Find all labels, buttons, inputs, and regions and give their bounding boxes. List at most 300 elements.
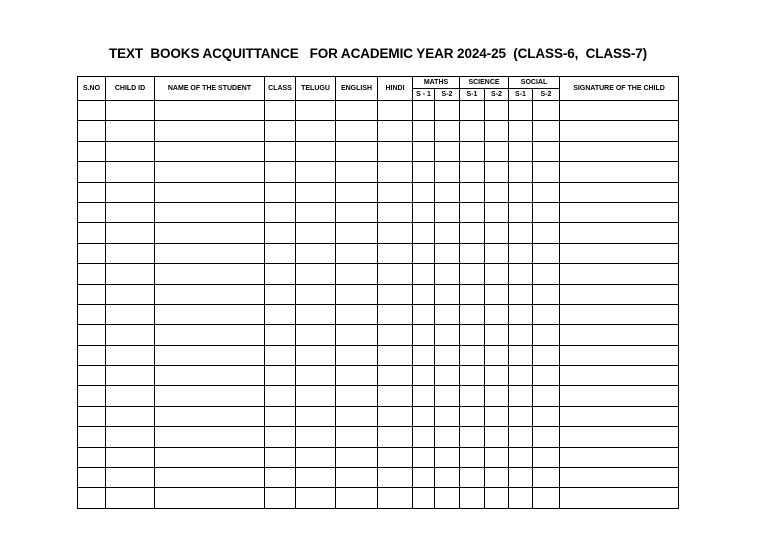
table-cell (413, 121, 435, 141)
table-cell (413, 182, 435, 202)
table-cell (378, 121, 413, 141)
table-cell (485, 284, 509, 304)
table-cell (509, 101, 533, 121)
table-cell (378, 202, 413, 222)
table-cell (106, 304, 155, 324)
table-cell (155, 447, 265, 467)
table-cell (155, 386, 265, 406)
table-cell (460, 202, 485, 222)
table-row (78, 243, 679, 263)
table-cell (106, 284, 155, 304)
table-cell (460, 406, 485, 426)
table-cell (265, 182, 296, 202)
table-cell (485, 264, 509, 284)
table-cell (336, 264, 378, 284)
table-cell (378, 447, 413, 467)
table-cell (336, 243, 378, 263)
table-row (78, 121, 679, 141)
table-cell (296, 304, 336, 324)
table-cell (106, 406, 155, 426)
table-cell (78, 121, 106, 141)
table-cell (509, 182, 533, 202)
table-cell (336, 182, 378, 202)
table-cell (460, 284, 485, 304)
table-cell (106, 182, 155, 202)
header-student-name: NAME OF THE STUDENT (155, 77, 265, 101)
table-cell (485, 121, 509, 141)
table-cell (378, 264, 413, 284)
table-row (78, 284, 679, 304)
table-cell (378, 468, 413, 488)
table-cell (560, 427, 679, 447)
table-cell (509, 284, 533, 304)
table-cell (435, 447, 460, 467)
table-cell (460, 264, 485, 284)
table-cell (265, 488, 296, 508)
table-row (78, 427, 679, 447)
table-cell (460, 447, 485, 467)
table-cell (296, 345, 336, 365)
table-cell (533, 121, 560, 141)
table-cell (485, 202, 509, 222)
table-cell (460, 223, 485, 243)
table-cell (533, 101, 560, 121)
table-cell (265, 366, 296, 386)
table-cell (509, 264, 533, 284)
table-cell (560, 468, 679, 488)
table-cell (485, 223, 509, 243)
table-cell (560, 162, 679, 182)
table-cell (155, 141, 265, 161)
table-cell (78, 447, 106, 467)
table-cell (460, 182, 485, 202)
table-cell (296, 488, 336, 508)
table-cell (296, 141, 336, 161)
table-cell (378, 325, 413, 345)
table-cell (435, 345, 460, 365)
table-cell (336, 386, 378, 406)
table-cell (296, 366, 336, 386)
table-cell (78, 223, 106, 243)
header-signature: SIGNATURE OF THE CHILD (560, 77, 679, 101)
table-cell (533, 223, 560, 243)
table-cell (378, 304, 413, 324)
table-cell (265, 243, 296, 263)
table-row (78, 345, 679, 365)
table-cell (509, 325, 533, 345)
table-cell (413, 101, 435, 121)
table-cell (560, 345, 679, 365)
table-row (78, 488, 679, 508)
table-cell (435, 202, 460, 222)
table-cell (533, 304, 560, 324)
table-cell (155, 243, 265, 263)
table-cell (155, 406, 265, 426)
table-cell (485, 325, 509, 345)
table-cell (533, 202, 560, 222)
table-cell (485, 406, 509, 426)
table-row (78, 366, 679, 386)
table-cell (265, 447, 296, 467)
table-cell (378, 345, 413, 365)
table-cell (413, 325, 435, 345)
table-cell (533, 427, 560, 447)
table-cell (413, 345, 435, 365)
table-cell (296, 427, 336, 447)
table-cell (378, 162, 413, 182)
table-cell (336, 121, 378, 141)
table-cell (296, 243, 336, 263)
subheader-science-s1: S-1 (460, 89, 485, 101)
table-cell (336, 345, 378, 365)
table-cell (413, 202, 435, 222)
table-cell (560, 325, 679, 345)
table-row (78, 182, 679, 202)
table-row (78, 223, 679, 243)
subheader-maths-s2: S-2 (435, 89, 460, 101)
table-cell (296, 447, 336, 467)
table-cell (509, 427, 533, 447)
table-cell (560, 488, 679, 508)
table-cell (509, 345, 533, 365)
subheader-maths-s1: S - 1 (413, 89, 435, 101)
table-cell (533, 182, 560, 202)
header-telugu: TELUGU (296, 77, 336, 101)
table-cell (336, 202, 378, 222)
table-cell (265, 468, 296, 488)
table-cell (435, 243, 460, 263)
table-cell (155, 325, 265, 345)
table-cell (485, 366, 509, 386)
table-cell (155, 284, 265, 304)
table-cell (78, 304, 106, 324)
table-cell (106, 468, 155, 488)
table-cell (435, 406, 460, 426)
table-cell (560, 447, 679, 467)
table-cell (435, 264, 460, 284)
table-cell (413, 162, 435, 182)
table-cell (485, 101, 509, 121)
table-cell (106, 121, 155, 141)
table-cell (435, 101, 460, 121)
table-cell (560, 386, 679, 406)
table-cell (78, 101, 106, 121)
table-cell (413, 386, 435, 406)
table-cell (509, 488, 533, 508)
table-cell (106, 427, 155, 447)
table-row (78, 386, 679, 406)
table-cell (155, 202, 265, 222)
table-cell (78, 386, 106, 406)
table-cell (336, 223, 378, 243)
table-cell (265, 304, 296, 324)
table-cell (336, 284, 378, 304)
table-cell (509, 447, 533, 467)
table-cell (509, 121, 533, 141)
table-cell (265, 121, 296, 141)
table-cell (378, 243, 413, 263)
table-cell (265, 406, 296, 426)
table-row (78, 304, 679, 324)
table-cell (460, 243, 485, 263)
table-cell (78, 182, 106, 202)
table-row (78, 202, 679, 222)
table-cell (265, 202, 296, 222)
table-cell (560, 284, 679, 304)
table-cell (413, 427, 435, 447)
table-cell (78, 284, 106, 304)
table-cell (413, 366, 435, 386)
table-cell (413, 488, 435, 508)
header-class: CLASS (265, 77, 296, 101)
table-cell (336, 447, 378, 467)
header-sno: S.NO (78, 77, 106, 101)
table-cell (155, 121, 265, 141)
table-cell (413, 243, 435, 263)
table-cell (336, 468, 378, 488)
table-cell (106, 243, 155, 263)
table-cell (460, 141, 485, 161)
table-cell (296, 284, 336, 304)
table-cell (78, 243, 106, 263)
table-cell (336, 488, 378, 508)
table-cell (560, 101, 679, 121)
table-cell (296, 264, 336, 284)
table-cell (460, 162, 485, 182)
table-cell (413, 223, 435, 243)
table-row (78, 141, 679, 161)
table-cell (435, 366, 460, 386)
table-cell (378, 101, 413, 121)
table-cell (435, 488, 460, 508)
table-cell (509, 366, 533, 386)
table-cell (106, 264, 155, 284)
table-cell (509, 202, 533, 222)
table-cell (106, 386, 155, 406)
table-cell (485, 468, 509, 488)
table-cell (78, 427, 106, 447)
table-cell (560, 304, 679, 324)
table-cell (533, 345, 560, 365)
table-cell (509, 243, 533, 263)
table-cell (509, 468, 533, 488)
table-cell (296, 406, 336, 426)
table-cell (533, 141, 560, 161)
table-row (78, 325, 679, 345)
table-cell (78, 325, 106, 345)
table-cell (560, 366, 679, 386)
table-cell (155, 427, 265, 447)
table-cell (413, 141, 435, 161)
table-cell (265, 162, 296, 182)
table-cell (560, 182, 679, 202)
table-cell (106, 325, 155, 345)
table-cell (378, 406, 413, 426)
table-cell (378, 427, 413, 447)
table-cell (265, 386, 296, 406)
table-cell (155, 304, 265, 324)
table-cell (336, 304, 378, 324)
table-cell (155, 264, 265, 284)
table-cell (155, 223, 265, 243)
table-cell (106, 141, 155, 161)
acquittance-table (77, 76, 679, 509)
table-cell (296, 101, 336, 121)
table-cell (460, 304, 485, 324)
header-maths: MATHS (413, 77, 460, 89)
table-cell (533, 386, 560, 406)
table-cell (485, 447, 509, 467)
table-cell (460, 345, 485, 365)
table-cell (460, 121, 485, 141)
table-row (78, 447, 679, 467)
table-cell (78, 488, 106, 508)
table-cell (336, 427, 378, 447)
table-cell (435, 427, 460, 447)
table-cell (533, 264, 560, 284)
header-row (78, 77, 679, 89)
table-cell (485, 243, 509, 263)
table-cell (460, 468, 485, 488)
table-cell (533, 243, 560, 263)
table-cell (560, 121, 679, 141)
table-cell (378, 182, 413, 202)
table-cell (78, 468, 106, 488)
table-cell (485, 427, 509, 447)
table-cell (336, 141, 378, 161)
table-cell (336, 366, 378, 386)
table-cell (435, 141, 460, 161)
table-cell (378, 366, 413, 386)
table-cell (560, 406, 679, 426)
subheader-social-s1: S-1 (509, 89, 533, 101)
table-cell (460, 101, 485, 121)
table-cell (378, 488, 413, 508)
table-cell (460, 386, 485, 406)
table-cell (78, 264, 106, 284)
table-cell (485, 182, 509, 202)
table-cell (336, 406, 378, 426)
table-cell (435, 162, 460, 182)
table-cell (106, 447, 155, 467)
table-cell (155, 345, 265, 365)
table-cell (78, 141, 106, 161)
table-row (78, 101, 679, 121)
table-cell (78, 345, 106, 365)
table-cell (106, 345, 155, 365)
table-cell (413, 406, 435, 426)
table-cell (485, 386, 509, 406)
table-cell (106, 223, 155, 243)
table-cell (485, 141, 509, 161)
table-cell (435, 182, 460, 202)
table-cell (435, 284, 460, 304)
table-cell (533, 488, 560, 508)
table-cell (265, 141, 296, 161)
table-cell (533, 366, 560, 386)
table-cell (155, 182, 265, 202)
table-cell (533, 162, 560, 182)
table-cell (155, 101, 265, 121)
table-cell (560, 264, 679, 284)
table-cell (296, 162, 336, 182)
table-cell (413, 284, 435, 304)
table-cell (296, 202, 336, 222)
table-cell (485, 345, 509, 365)
table-cell (560, 202, 679, 222)
table-cell (533, 325, 560, 345)
table-cell (296, 386, 336, 406)
table-cell (509, 386, 533, 406)
header-social: SOCIAL (509, 77, 560, 89)
table-cell (336, 101, 378, 121)
header-science: SCIENCE (460, 77, 509, 89)
table-cell (106, 488, 155, 508)
table-cell (509, 223, 533, 243)
table-cell (485, 162, 509, 182)
table-cell (155, 468, 265, 488)
header-hindi: HINDI (378, 77, 413, 101)
table-cell (413, 447, 435, 467)
table-cell (265, 427, 296, 447)
subheader-science-s2: S-2 (485, 89, 509, 101)
table-cell (560, 243, 679, 263)
table-cell (265, 223, 296, 243)
table-cell (413, 468, 435, 488)
table-row (78, 468, 679, 488)
table-cell (435, 121, 460, 141)
table-cell (460, 427, 485, 447)
table-cell (106, 162, 155, 182)
table-cell (155, 366, 265, 386)
table-row (78, 264, 679, 284)
subheader-social-s2: S-2 (533, 89, 560, 101)
table-cell (509, 406, 533, 426)
table-cell (460, 488, 485, 508)
table-body (78, 101, 679, 509)
table-cell (378, 284, 413, 304)
table-cell (265, 264, 296, 284)
table-cell (296, 121, 336, 141)
table-cell (378, 386, 413, 406)
table-cell (378, 223, 413, 243)
table-cell (509, 141, 533, 161)
table-cell (460, 325, 485, 345)
table-cell (509, 162, 533, 182)
table-cell (460, 366, 485, 386)
table-cell (435, 386, 460, 406)
header-english: ENGLISH (336, 77, 378, 101)
table-cell (78, 162, 106, 182)
table-cell (485, 304, 509, 324)
table-cell (106, 366, 155, 386)
table-cell (533, 447, 560, 467)
table-cell (265, 345, 296, 365)
table-cell (78, 406, 106, 426)
table-cell (378, 141, 413, 161)
table-cell (265, 325, 296, 345)
table-cell (533, 406, 560, 426)
table-cell (413, 304, 435, 324)
table-cell (296, 325, 336, 345)
table-cell (435, 325, 460, 345)
table-cell (265, 101, 296, 121)
table-cell (435, 223, 460, 243)
table-cell (560, 141, 679, 161)
table-cell (435, 468, 460, 488)
table-cell (78, 202, 106, 222)
table-cell (413, 264, 435, 284)
